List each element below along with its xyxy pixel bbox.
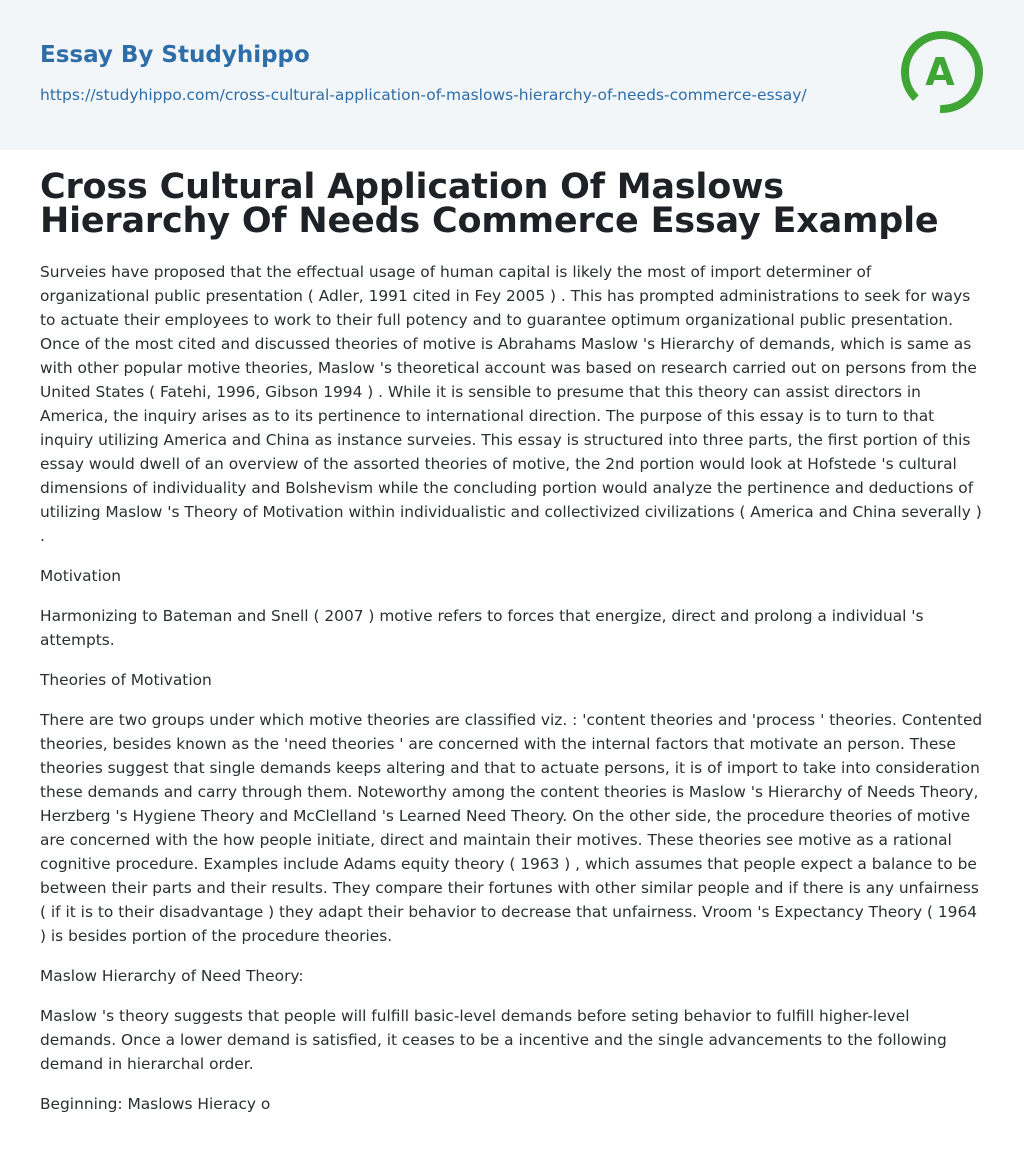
logo-letter: A bbox=[925, 50, 955, 94]
studyhippo-logo-icon[interactable] bbox=[898, 28, 986, 116]
paragraph: Maslow 's theory suggests that people will fulfill basic-level demands before seting behavior to fulfill higher-level demands. Once a lower demand is satisfied, it ceases to be a incentive and the single advancements to the following demand in hierarchal order. bbox=[40, 1007, 947, 1073]
article bbox=[0, 150, 1024, 1116]
section-heading-motivation: Motivation bbox=[40, 567, 122, 585]
paragraph: There are two groups under which motive theories are classified viz. : 'content theories and 'process ' theories. Contented theories, besides known as the 'need theories ' are concerned with the internal factors that motivate an person. These theories suggest that single demands keeps altering and that to actuate persons, it is of import to take into consideration these demands and carry through them. Noteworthy among the content theories is Maslow 's Hierarchy of Needs Theory, Herzberg 's Hygiene Theory and McClelland 's Learned Need Theory. On the other side, the procedure theories of motive are concerned with the how people initiate, direct and maintain their motives. These theories see motive as a rational cognitive procedure. Examples include Adams equity theory ( 1963 ) , which assumes that people expect a balance to be between their parts and their results. They compare their fortunes with other similar people and if there is any unfairness ( if it is to their disadvantage ) they adapt their behavior to decrease that unfairness. Vroom 's Expectancy Theory ( 1964 ) is besides portion of the procedure theories. bbox=[40, 711, 983, 945]
page-title: Cross Cultural Application Of Maslows Hierarchy Of Needs Commerce Essay Example bbox=[40, 167, 939, 241]
brand-name[interactable]: Essay By Studyhippo bbox=[40, 42, 310, 68]
source-url-link[interactable]: https://studyhippo.com/cross-cultural-application-of-maslows-hierarchy-of-needs-commerce-essay/ bbox=[40, 86, 807, 104]
section-heading-maslow: Maslow Hierarchy of Need Theory: bbox=[40, 967, 304, 985]
paragraph: Harmonizing to Bateman and Snell ( 2007 ) motive refers to forces that energize, direct and prolong a individual 's attempts. bbox=[40, 607, 924, 649]
paragraph: Surveies have proposed that the effectual usage of human capital is likely the most of import determiner of organizational public presentation ( Adler, 1991 cited in Fey 2005 ) . This has prompted administrations to seek for ways to actuate their employees to work to their full potency and to guarantee optimum organizational public presentation. Once of the most cited and discussed theories of motive is Abrahams Maslow 's Hierarchy of demands, which is same as with other popular motive theories, Maslow 's theoretical account was based on research carried out on persons from the United States ( Fatehi, 1996, Gibson 1994 ) . While it is sensible to presume that this theory can assist directors in America, the inquiry arises as to its pertinence to international direction. The purpose of this essay is to turn to that inquiry utilizing America and China as instance surveies. This essay is structured into three parts, the first portion of this essay would dwell of an overview of the assorted theories of motive, the 2nd portion would look at Hofstede 's cultural dimensions of individuality and Bolshevism while the concluding portion would analyze the pertinence and deductions of utilizing Maslow 's Theory of Motivation within individualistic and collectivized civilizations ( America and China severally ) . bbox=[40, 263, 982, 545]
section-heading-theories: Theories of Motivation bbox=[40, 671, 212, 689]
source-caption: Beginning: Maslows Hieracy o bbox=[40, 1095, 271, 1113]
site-header bbox=[0, 0, 1024, 150]
